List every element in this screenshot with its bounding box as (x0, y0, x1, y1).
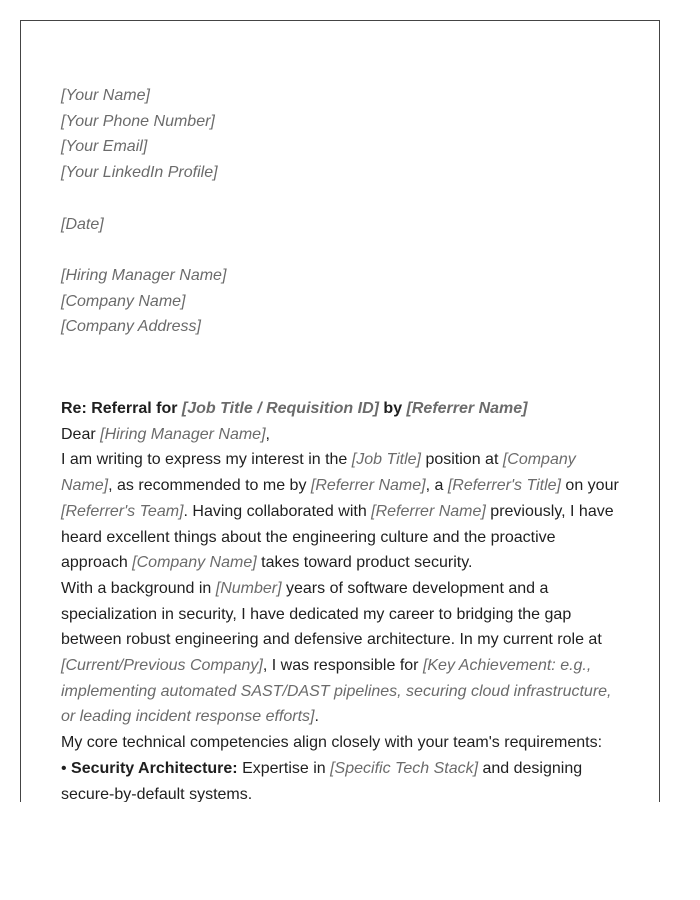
document-page (20, 20, 660, 802)
referrer-title-placeholder: [Referrer's Title] (447, 477, 561, 495)
text: position at (421, 451, 503, 469)
spacer (61, 186, 621, 212)
subject-line (61, 396, 621, 422)
greeting-comma: , (265, 425, 270, 443)
text: on your (560, 477, 619, 495)
text: years of software development and a specialization in security, I have dedicated my career to bridging the gap between robust engineering and defensive architecture. In my current role at (61, 579, 602, 649)
sender-email: [Your Email] (61, 138, 148, 156)
bullet-title: Security Architecture: (71, 759, 238, 777)
paragraph-background (61, 576, 621, 730)
current-company-placeholder: [Current/Previous Company] (61, 657, 263, 675)
recipient-block (61, 263, 621, 340)
text: Expertise in (237, 759, 331, 777)
years-placeholder: [Number] (215, 579, 282, 597)
bullet-marker: • (61, 759, 72, 777)
sender-block (61, 83, 621, 186)
text: , a (425, 477, 448, 495)
paragraph-competencies: My core technical competencies align closely with your team's requirements: (61, 734, 603, 752)
recipient-company: [Company Name] (61, 292, 186, 310)
text: and designing secure-by-default systems. (61, 759, 583, 802)
recipient-address: [Company Address] (61, 318, 201, 336)
text: With a background in (61, 579, 216, 597)
text: . Having collaborated with (183, 502, 372, 520)
sender-phone: [Your Phone Number] (61, 112, 215, 130)
tech-stack-placeholder: [Specific Tech Stack] (330, 759, 479, 777)
job-title-placeholder: [Job Title] (351, 451, 421, 469)
text: I am writing to express my interest in the (61, 451, 352, 469)
company-placeholder: [Company Name] (132, 554, 257, 572)
subject-referrer: [Referrer Name] (406, 400, 528, 417)
letter-date: [Date] (61, 215, 104, 233)
subject-job: [Job Title / Requisition ID] (181, 400, 379, 417)
text: . (314, 708, 319, 726)
spacer (61, 237, 621, 263)
letter-body (61, 83, 621, 802)
achievement-placeholder: [Key Achievement: e.g., implementing automated SAST/DAST pipelines, securing cloud infrastructure, or leading incident response efforts] (61, 657, 612, 726)
company-placeholder: [Company Name] (61, 451, 576, 495)
text: , I was responsible for (262, 657, 423, 675)
spacer (61, 340, 621, 396)
bullet-item (61, 756, 621, 802)
text: takes toward product security. (256, 554, 473, 572)
referrer-placeholder: [Referrer Name] (310, 477, 426, 495)
referrer-placeholder: [Referrer Name] (371, 502, 486, 520)
referrer-team-placeholder: [Referrer's Team] (61, 502, 184, 520)
paragraph-intro (61, 447, 621, 576)
subject-by: by (378, 400, 407, 417)
recipient-manager: [Hiring Manager Name] (61, 266, 227, 284)
sender-name: [Your Name] (61, 87, 150, 104)
greeting (61, 422, 621, 448)
subject-prefix: Re: Referral for (61, 400, 182, 417)
text: , as recommended to me by (108, 477, 311, 495)
greeting-name: [Hiring Manager Name] (100, 425, 266, 443)
text: previously, I have heard excellent things about the engineering culture and the proactive approach (61, 502, 614, 572)
sender-linkedin: [Your LinkedIn Profile] (61, 164, 218, 182)
greeting-dear: Dear (61, 425, 101, 443)
